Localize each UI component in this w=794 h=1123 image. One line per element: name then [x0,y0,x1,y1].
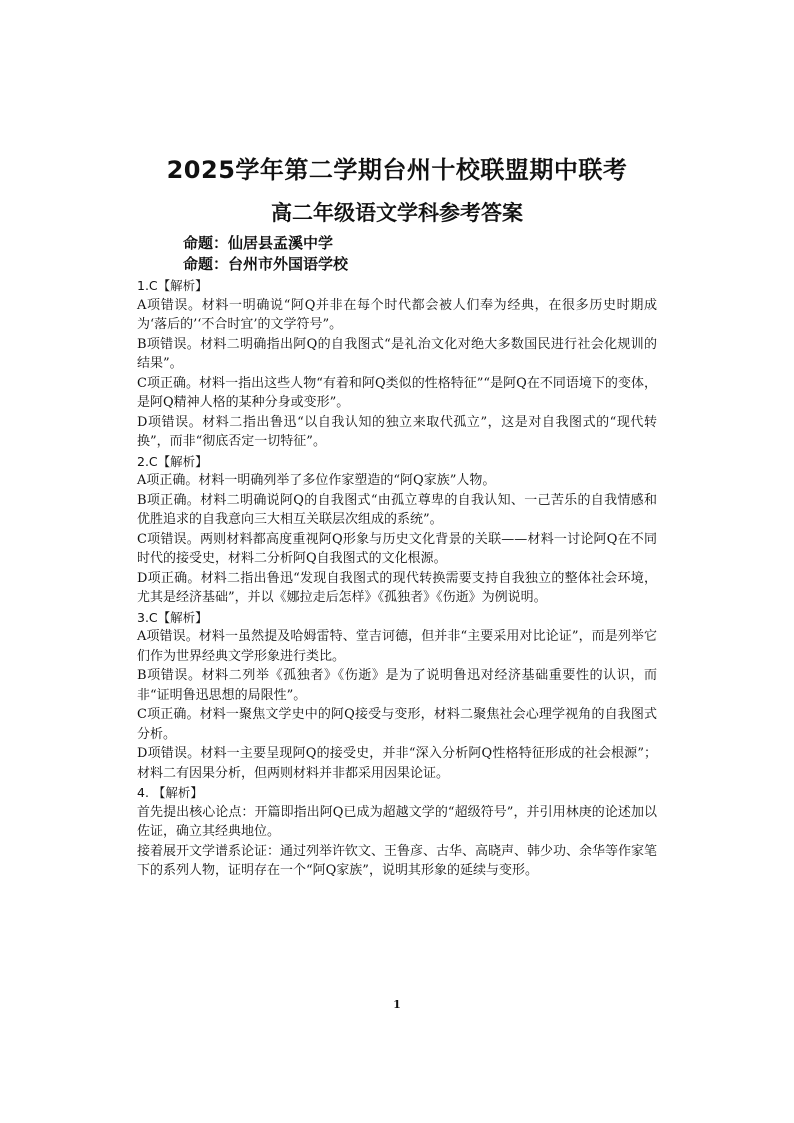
question-2-option-c: C项错误。两则材料都高度重视阿Q形象与历史文化背景的关联——材料一讨论阿Q在不同时代的接受史，材料二分析阿Q自我图式的文化根源。 [137,531,657,566]
author-line-1: 命题：仙居县孟溪中学 [183,234,334,252]
question-1-option-b: B项错误。材料二明确指出阿Q的自我图式“是礼治文化对绝大多数国民进行社会化规训的结果”。 [137,336,657,371]
question-1-option-d: D项错误。材料二指出鲁迅“以自我认知的独立来取代孤立”，这是对自我图式的“现代转换”，而非“彻底否定一切特征”。 [137,414,657,449]
page-number: 1 [393,998,401,1011]
question-3-heading: 3.C【解析】 [137,609,208,625]
page-subtitle: 高二年级语文学科参考答案 [271,201,523,225]
question-2-option-a: A项正确。材料一明确列举了多位作家塑造的“阿Q家族”人物。 [137,473,496,488]
author-line-2: 命题：台州市外国语学校 [183,255,349,273]
question-1-heading: 1.C【解析】 [137,278,208,293]
answer-content [137,276,657,881]
question-4-heading: 4. 【解析】 [137,785,203,800]
question-2-option-b: B项正确。材料二明确说阿Q的自我图式“由孤立尊卑的自我认知、一己苦乐的自我情感和优胜追求的自我意向三大相互关联层次组成的系统”。 [137,492,657,527]
question-4-paragraph-2: 接着展开文学谱系论证：通过列举许钦文、王鲁彦、古华、高晓声、韩少功、余华等作家笔下的系列人物，证明存在一个“阿Q家族”，说明其形象的延续与变形。 [137,843,658,878]
question-1-option-c: C项正确。材料一指出这些人物“有着和阿Q类似的性格特征”“是阿Q在不同语境下的变体，是阿Q精神人格的某种分身或变形”。 [137,375,657,410]
page-title: 2025学年第二学期台州十校联盟期中联考 [166,156,628,184]
question-4-paragraph-1: 首先提出核心论点：开篇即指出阿Q已成为超越文学的“超级符号”，并引用林庚的论述加以佐证，确立其经典地位。 [137,804,657,839]
question-1-option-a: A项错误。材料一明确说“阿Q并非在每个时代都会被人们奉为经典，在很多历史时期成为‘落后的’‘不合时宜’的文学符号”。 [137,297,657,332]
question-3-option-c: C项正确。材料一聚焦文学史中的阿Q接受与变形，材料二聚焦社会心理学视角的自我图式分析。 [137,707,657,742]
question-3-option-a: A项错误。材料一虽然提及哈姆雷特、堂吉诃德，但并非“主要采用对比论证”，而是列举它们作为世界经典文学形象进行类比。 [137,629,657,664]
question-2-heading: 2.C【解析】 [137,453,208,469]
question-3-option-b: B项错误。材料二列举《孤独者》《伤逝》是为了说明鲁迅对经济基础重要性的认识，而非“证明鲁迅思想的局限性”。 [137,668,657,703]
question-3-option-d: D项错误。材料一主要呈现阿Q的接受史，并非“深入分析阿Q性格特征形成的社会根源”；材料二有因果分析，但两则材料并非都采用因果论证。 [137,746,657,781]
question-2-option-d: D项正确。材料二指出鲁迅“发现自我图式的现代转换需要支持自我独立的整体社会环境，尤其是经济基础”，并以《娜拉走后怎样》《孤独者》《伤逝》为例说明。 [137,570,657,605]
